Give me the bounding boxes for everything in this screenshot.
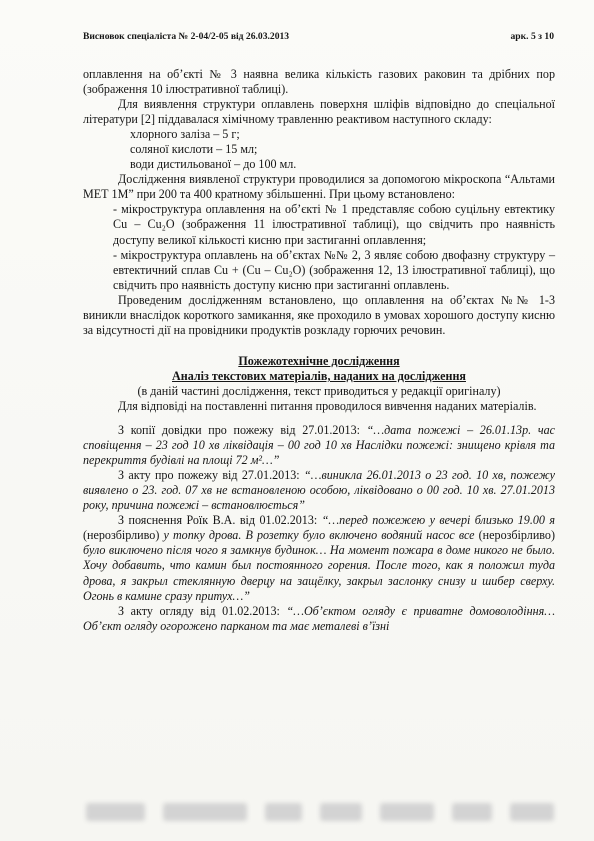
header-page-number: арк. 5 з 10 bbox=[510, 31, 554, 42]
quote-paragraph bbox=[83, 513, 555, 603]
page-header bbox=[83, 31, 554, 42]
quote-source: З акту огляду від 01.02.2013: bbox=[118, 603, 287, 618]
header-document-title: Висновок спеціаліста № 2-04/2-05 від 26.03.2013 bbox=[83, 31, 290, 42]
paragraph: Дослідження виявленої структури проводилися за допомогою мікроскопа “Альтами МЕТ 1М” при 200 та 400 кратному збільшенні. При цьому встановлено: bbox=[83, 172, 555, 202]
redacted-block bbox=[320, 803, 361, 821]
redacted-footer bbox=[86, 803, 554, 825]
editorial-note: (в даній частині дослідження, текст приводиться у редакції оригіналу) bbox=[137, 383, 501, 398]
redacted-block bbox=[163, 803, 247, 821]
section-heading: Пожежотехнічне дослідження bbox=[238, 353, 400, 368]
finding-item: - мікроструктура оплавлення на об’єкті № 1 представляє собою суцільну евтектику Cu – Cu₂O (зображення 11 ілюстративної таблиці), що свідчить про наявність доступу великої кількості кисню при застиганні оплавлення; bbox=[113, 202, 555, 247]
quote-paragraph bbox=[83, 604, 555, 634]
conclusion-paragraph: Проведеним дослідженням встановлено, що оплавлення на об’єктах №№ 1-3 виникли внаслідок короткого замикання, яке проходило в умовах хорошого доступу кисню за відсутності дії на провідники продуктів розкладу горючих речовин. bbox=[83, 292, 555, 337]
paragraph: Для виявлення структури оплавлень поверхня шліфів відповідно до спеціальної літератури [2] піддавалася хімічному травленню реактивом наступного складу: bbox=[83, 97, 555, 127]
redacted-block bbox=[86, 803, 145, 821]
paragraph: Для відповіді на поставленні питання проводилося вивчення наданих матеріалів. bbox=[118, 398, 537, 413]
paragraph: оплавлення на об’єкті № 3 наявна велика кількість газових раковин та дрібних пор (зображення 10 ілюстративної таблиці). bbox=[83, 67, 555, 97]
quote-paragraph bbox=[83, 468, 555, 513]
redacted-block bbox=[380, 803, 434, 821]
quote-text: “…виникла 26.01.2013 о 23 год. 10 хв, пожежу виявлено о 23. год. 07 хв не встановленою особою, ліквідовано о 00 год. 10 хв. 27.01.2013 року, причина пожежі – встановлюється” bbox=[83, 468, 556, 513]
finding-item: - мікроструктура оплавлень на об’єктах №№ 2, 3 являє собою двофазну структуру – евтектичний сплав Cu + (Cu – Cu₂O) (зображення 12, 13 ілюстративної таблиці), що свідчить про наявність доступу кисню при застиганні оплавлень. bbox=[113, 247, 555, 292]
reagent-item: соляної кислоти – 15 мл; bbox=[130, 142, 258, 157]
quote-text: “…дата пожежі – 26.01.13р. час сповіщення – 23 год 10 хв ліквідація – 00 год 10 хв Наслідки пожежі: знищено крівля та перекриття будівлі на площі 72 м²…” bbox=[83, 423, 555, 468]
quote-text: “…Об’єктом огляду є приватне домоволодіння…Об’єкт огляду огорожено парканом та має металеві в’їзні bbox=[83, 603, 555, 633]
document-body bbox=[83, 67, 555, 634]
illegible-note: (нерозбірливо) bbox=[83, 528, 164, 543]
quote-source: З пояснення Роїк В.А. від 01.02.2013: bbox=[118, 513, 322, 528]
quote-text: “…перед пожежею у вечері близько 19.00 я bbox=[321, 513, 556, 528]
redacted-block bbox=[510, 803, 554, 821]
reagent-item: води дистильованої – до 100 мл. bbox=[130, 157, 297, 172]
quote-source: З акту про пожежу від 27.01.2013: bbox=[118, 468, 304, 483]
illegible-note: (нерозбірливо) bbox=[474, 528, 556, 543]
quote-source: З копії довідки про пожежу від 27.01.2013: bbox=[118, 423, 367, 438]
redacted-block bbox=[452, 803, 491, 821]
quote-text: у топку дрова. В розетку було включено водяний насос все bbox=[163, 528, 475, 543]
reagent-item: хлорного заліза – 5 г; bbox=[130, 127, 240, 142]
subsection-heading: Аналіз текстових матеріалів, наданих на дослідження bbox=[172, 368, 466, 383]
redacted-block bbox=[265, 803, 302, 821]
quote-paragraph bbox=[83, 423, 555, 468]
quote-text: було виключено після чого я замкнув будинок… На момент пожара в доме никого не было. Хочу добавить, что камин был постоянного горения. После того, как я положил туда дрова, я закрыл стеклянную дверцу на защёлку, закрыл заслонку снизу и шибер сверху. Огонь в камине сразу притух…” bbox=[83, 543, 555, 603]
